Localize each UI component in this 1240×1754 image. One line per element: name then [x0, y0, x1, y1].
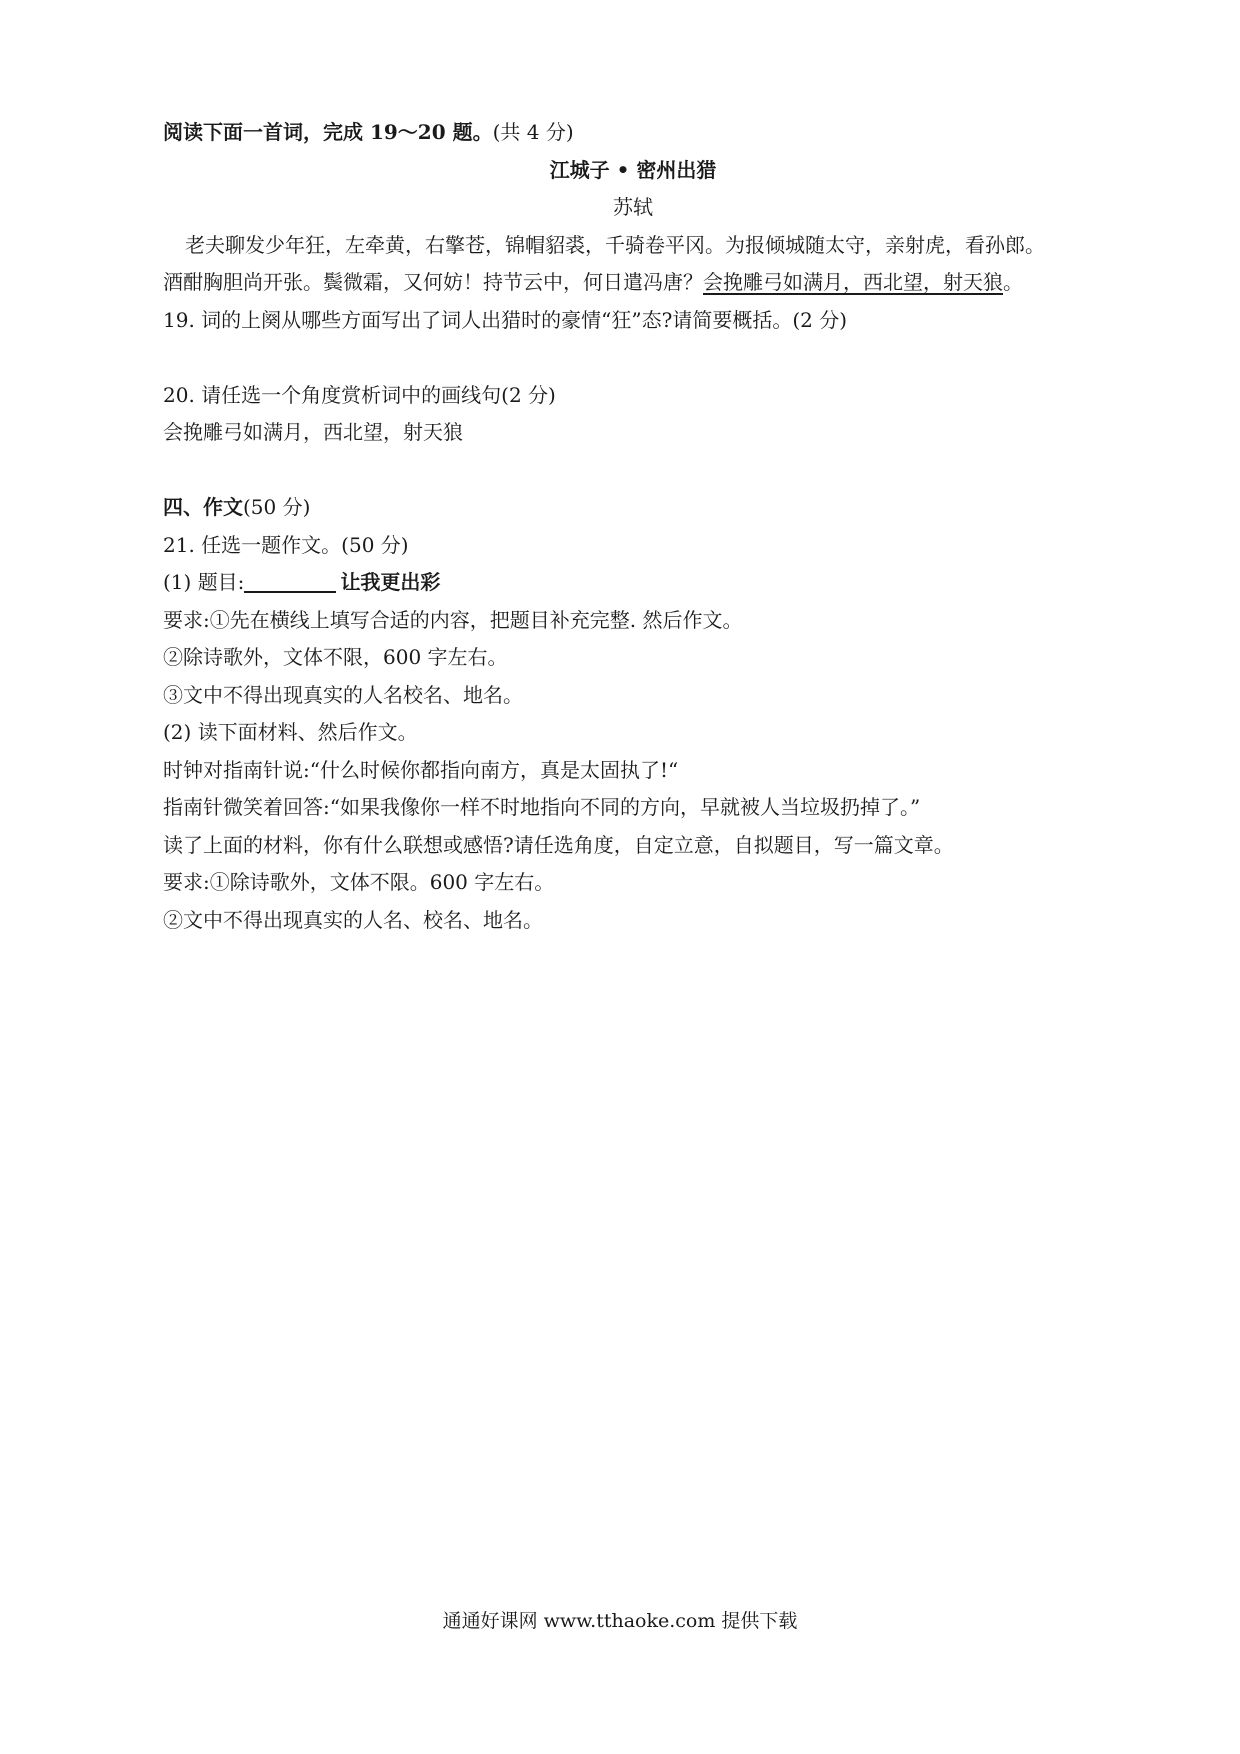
- topic-1: [163, 564, 1103, 602]
- section-gap: [163, 452, 1103, 490]
- composition-section-score: (50 分): [243, 495, 311, 519]
- topic-2-requirement-1: 要求:①除诗歌外，文体不限。600 字左右。: [163, 870, 555, 894]
- poem-line-2-plain: 酒酣胸胆尚开张。鬓微霜，又何妨！持节云中，何日遣冯唐？: [163, 270, 703, 294]
- document-page: [163, 114, 1103, 939]
- topic-2-requirement-2: ②文中不得出现真实的人名、校名、地名。: [163, 907, 543, 932]
- reading-instruction: [163, 114, 1103, 152]
- question-19: 19. 词的上阕从哪些方面写出了词人出猎时的豪情“狂”态?请简要概括。(2 分): [163, 307, 848, 332]
- question-21: 21. 任选一题作文。(50 分): [163, 532, 409, 557]
- poem-author: 苏轼: [613, 195, 653, 219]
- composition-section-title: 四、作文: [163, 495, 243, 519]
- composition-section-heading: [163, 489, 1103, 527]
- poem-line-2-end: 。: [1003, 270, 1023, 294]
- poem-underlined-sentence: 会挽雕弓如满月，西北望，射天狼: [703, 270, 1003, 294]
- topic-2-prompt: 读了上面的材料，你有什么联想或感悟?请任选角度，自定立意，自拟题目，写一篇文章。: [163, 832, 954, 857]
- topic-2-material-1: 时钟对指南针说:“什么时候你都指向南方，真是太固执了!“: [163, 757, 679, 782]
- reading-instruction-score: (共 4 分): [492, 120, 574, 144]
- poem-title: 江城子 • 密州出猎: [549, 157, 717, 182]
- reading-instruction-text: 阅读下面一首词，完成 19～20 题。: [163, 120, 493, 144]
- topic-2-material-2: 指南针微笑着回答:“如果我像你一样不时地指向不同的方向，早就被人当垃圾扔掉了。”: [163, 795, 921, 819]
- topic-1-blank: [244, 591, 336, 593]
- topic-1-prefix: (1) 题目:: [163, 570, 245, 594]
- topic-1-requirement-3: ③文中不得出现真实的人名校名、地名。: [163, 682, 523, 707]
- topic-1-title: 让我更出彩: [340, 570, 441, 594]
- question-20-quote: 会挽雕弓如满月，西北望，射天狼: [163, 420, 463, 444]
- page-footer: 通通好课网 www.tthaoke.com 提供下载: [442, 1610, 798, 1632]
- topic-2: (2) 读下面材料、然后作文。: [163, 720, 418, 744]
- poem-line-2: [163, 264, 1103, 302]
- topic-1-requirement-1: 要求:①先在横线上填写合适的内容，把题目补充完整. 然后作文。: [163, 607, 743, 632]
- question-20: 20. 请任选一个角度赏析词中的画线句(2 分): [163, 382, 556, 407]
- topic-1-requirement-2: ②除诗歌外，文体不限，600 字左右。: [163, 645, 508, 669]
- answer-space-19: [163, 339, 1103, 377]
- poem-line-1: 老夫聊发少年狂，左牵黄，右擎苍，锦帽貂裘，千骑卷平冈。为报倾城随太守，亲射虎，看孙郎。: [185, 232, 1045, 257]
